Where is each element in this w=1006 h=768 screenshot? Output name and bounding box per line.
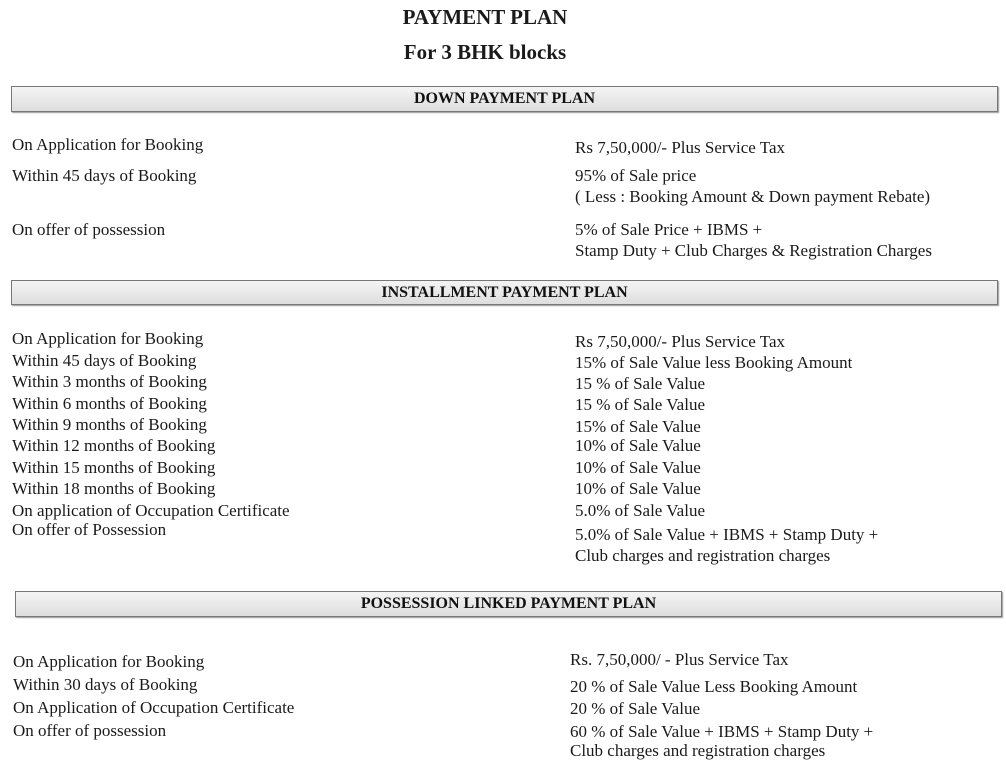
ip-row-value: 10% of Sale Value	[575, 458, 701, 477]
ip-row-label: Within 9 months of Booking	[12, 415, 207, 434]
dp-row-label: On offer of possession	[12, 220, 166, 239]
dp-row-label: On Application for Booking	[12, 135, 204, 154]
possession-linked-heading: POSSESSION LINKED PAYMENT PLAN	[15, 591, 1002, 617]
pl-row-label: Within 30 days of Booking	[13, 675, 198, 694]
dp-row-label: Within 45 days of Booking	[12, 166, 197, 185]
ip-row-value: Club charges and registration charges	[575, 546, 831, 565]
pl-row-value: Club charges and registration charges	[570, 741, 826, 760]
dp-row-value: 95% of Sale price	[575, 166, 697, 185]
pl-row-label: On offer of possession	[13, 721, 167, 740]
ip-row-value: Rs 7,50,000/- Plus Service Tax	[575, 332, 786, 351]
ip-row-label: Within 18 months of Booking	[12, 479, 216, 498]
down-payment-heading: DOWN PAYMENT PLAN	[11, 86, 998, 112]
ip-row-label: Within 6 months of Booking	[12, 394, 207, 413]
ip-row-value: 15% of Sale Value less Booking Amount	[575, 353, 853, 372]
ip-row-value: 5.0% of Sale Value	[575, 501, 705, 520]
ip-row-label: Within 3 months of Booking	[12, 372, 207, 391]
dp-row-value: Rs 7,50,000/- Plus Service Tax	[575, 138, 786, 157]
pl-row-label: On Application for Booking	[13, 652, 205, 671]
dp-row-value: ( Less : Booking Amount & Down payment Rebate)	[575, 187, 931, 206]
ip-row-label: Within 12 months of Booking	[12, 436, 216, 455]
ip-row-label: Within 15 months of Booking	[12, 458, 216, 477]
ip-row-label: On Application for Booking	[12, 329, 204, 348]
ip-row-value: 15% of Sale Value	[575, 417, 701, 436]
ip-row-label: On offer of Possession	[12, 520, 167, 539]
ip-row-value: 5.0% of Sale Value + IBMS + Stamp Duty +	[575, 525, 879, 544]
ip-row-value: 15 % of Sale Value	[575, 374, 705, 393]
pl-row-value: 20 % of Sale Value	[570, 699, 700, 718]
installment-heading: INSTALLMENT PAYMENT PLAN	[11, 280, 998, 305]
ip-row-value: 10% of Sale Value	[575, 436, 701, 455]
pl-row-label: On Application of Occupation Certificate	[13, 698, 295, 717]
ip-row-value: 15 % of Sale Value	[575, 395, 705, 414]
ip-row-label: Within 45 days of Booking	[12, 351, 197, 370]
page-title: PAYMENT PLAN	[402, 5, 568, 29]
dp-row-value: Stamp Duty + Club Charges & Registration Charges	[575, 241, 932, 260]
pl-row-value: Rs. 7,50,000/ - Plus Service Tax	[570, 650, 789, 669]
ip-row-label: On application of Occupation Certificate	[12, 501, 290, 520]
pl-row-value: 20 % of Sale Value Less Booking Amount	[570, 677, 858, 696]
page-subtitle: For 3 BHK blocks	[403, 40, 567, 64]
ip-row-value: 10% of Sale Value	[575, 479, 701, 498]
dp-row-value: 5% of Sale Price + IBMS +	[575, 220, 763, 239]
pl-row-value: 60 % of Sale Value + IBMS + Stamp Duty +	[570, 722, 874, 741]
